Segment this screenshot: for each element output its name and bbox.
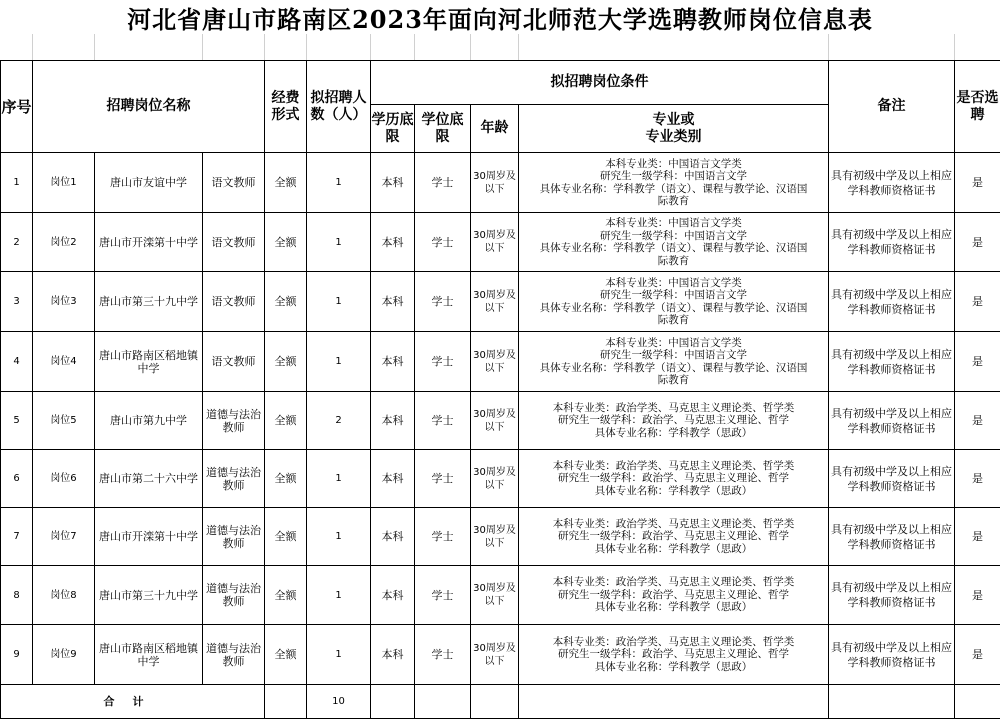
row-post: 岗位2 xyxy=(33,213,95,272)
row-seq: 3 xyxy=(1,272,33,332)
row-major xyxy=(519,392,829,450)
row-major xyxy=(519,272,829,332)
header-count: 拟招聘人数（人） xyxy=(307,61,371,153)
row-select: 是 xyxy=(955,450,1000,508)
row-funding: 全额 xyxy=(265,213,307,272)
row-select: 是 xyxy=(955,508,1000,566)
major-line: 本科专业类：中国语言文学类 xyxy=(605,336,742,349)
major-line: 本科专业类：政治学类、马克思主义理论类、哲学类 xyxy=(552,459,795,472)
row-note: 具有初级中学及以上相应学科教师资格证书 xyxy=(829,625,955,685)
total-count: 10 xyxy=(307,685,371,719)
row-seq: 9 xyxy=(1,625,33,685)
major-line: 际教育 xyxy=(657,314,690,326)
row-note: 具有初级中学及以上相应学科教师资格证书 xyxy=(829,450,955,508)
header-position-name: 招聘岗位名称 xyxy=(33,61,265,153)
row-funding: 全额 xyxy=(265,332,307,392)
row-subject: 语文教师 xyxy=(203,272,265,332)
row-subject: 道德与法治教师 xyxy=(203,392,265,450)
row-subject: 语文教师 xyxy=(203,332,265,392)
row-count: 2 xyxy=(307,392,371,450)
row-major xyxy=(519,332,829,392)
header-major: 专业或 专业类别 xyxy=(519,105,829,153)
header-conditions: 拟招聘岗位条件 xyxy=(371,61,829,105)
table-row xyxy=(1,213,1000,272)
header-note: 备注 xyxy=(829,61,955,153)
row-subject: 道德与法治教师 xyxy=(203,450,265,508)
row-funding: 全额 xyxy=(265,625,307,685)
row-education: 本科 xyxy=(371,153,415,213)
row-note: 具有初级中学及以上相应学科教师资格证书 xyxy=(829,153,955,213)
row-count: 1 xyxy=(307,272,371,332)
major-line: 本科专业类：政治学类、马克思主义理论类、哲学类 xyxy=(552,576,795,589)
table-row xyxy=(1,332,1000,392)
row-seq: 8 xyxy=(1,566,33,625)
row-major xyxy=(519,508,829,566)
major-line: 具体专业名称：学科教学（语文）、课程与教学论、汉语国 xyxy=(539,361,808,374)
row-funding: 全额 xyxy=(265,450,307,508)
row-select: 是 xyxy=(955,625,1000,685)
row-seq: 5 xyxy=(1,392,33,450)
row-select: 是 xyxy=(955,272,1000,332)
row-count: 1 xyxy=(307,153,371,213)
row-degree: 学士 xyxy=(415,625,471,685)
row-funding: 全额 xyxy=(265,153,307,213)
major-line: 具体专业名称：学科教学（思政） xyxy=(594,542,753,555)
major-line: 研究生一级学科：政治学、马克思主义理论、哲学 xyxy=(558,530,790,543)
row-post: 岗位8 xyxy=(33,566,95,625)
row-post: 岗位3 xyxy=(33,272,95,332)
table-row xyxy=(1,566,1000,625)
row-degree: 学士 xyxy=(415,566,471,625)
document-title: 河北省唐山市路南区2023年面向河北师范大学选聘教师岗位信息表 xyxy=(127,4,873,34)
row-note: 具有初级中学及以上相应学科教师资格证书 xyxy=(829,213,955,272)
blank-spacer-row xyxy=(0,34,1000,61)
row-post: 岗位9 xyxy=(33,625,95,685)
table-row xyxy=(1,272,1000,332)
row-education: 本科 xyxy=(371,213,415,272)
row-count: 1 xyxy=(307,566,371,625)
row-funding: 全额 xyxy=(265,508,307,566)
major-line: 研究生一级学科：中国语言文学 xyxy=(600,349,748,361)
major-line: 研究生一级学科：中国语言文学 xyxy=(600,229,748,242)
row-major xyxy=(519,450,829,508)
total-funding-cell xyxy=(265,685,307,719)
total-education-cell xyxy=(371,685,415,719)
table-row xyxy=(1,392,1000,450)
row-subject: 道德与法治教师 xyxy=(203,566,265,625)
row-note: 具有初级中学及以上相应学科教师资格证书 xyxy=(829,272,955,332)
major-line: 本科专业类：政治学类、马克思主义理论类、哲学类 xyxy=(552,517,795,530)
major-line: 具体专业名称：学科教学（思政） xyxy=(594,426,753,439)
header-education: 学历底限 xyxy=(371,105,415,153)
row-education: 本科 xyxy=(371,566,415,625)
row-note: 具有初级中学及以上相应学科教师资格证书 xyxy=(829,332,955,392)
row-subject: 道德与法治教师 xyxy=(203,508,265,566)
major-line: 本科专业类：政治学类、马克思主义理论类、哲学类 xyxy=(552,401,795,414)
row-age: 30周岁及以下 xyxy=(471,213,519,272)
row-age: 30周岁及以下 xyxy=(471,566,519,625)
row-school: 唐山市第二十六中学 xyxy=(95,450,203,508)
row-seq: 7 xyxy=(1,508,33,566)
row-age: 30周岁及以下 xyxy=(471,392,519,450)
major-line: 具体专业名称：学科教学（语文）、课程与教学论、汉语国 xyxy=(539,301,808,314)
row-school: 唐山市开滦第十中学 xyxy=(95,508,203,566)
major-line: 具体专业名称：学科教学（思政） xyxy=(594,660,753,673)
row-count: 1 xyxy=(307,508,371,566)
table-row xyxy=(1,508,1000,566)
major-line: 具体专业名称：学科教学（语文）、课程与教学论、汉语国 xyxy=(539,242,808,254)
major-line: 研究生一级学科：政治学、马克思主义理论、哲学 xyxy=(558,588,790,601)
major-line: 际教育 xyxy=(657,254,690,267)
major-line: 际教育 xyxy=(657,374,690,386)
row-subject: 道德与法治教师 xyxy=(203,625,265,685)
row-major xyxy=(519,625,829,685)
major-line: 具体专业名称：学科教学（思政） xyxy=(594,601,753,614)
table-row xyxy=(1,153,1000,213)
row-note: 具有初级中学及以上相应学科教师资格证书 xyxy=(829,392,955,450)
row-post: 岗位4 xyxy=(33,332,95,392)
header-funding: 经费形式 xyxy=(265,61,307,153)
header-age: 年龄 xyxy=(471,105,519,153)
row-post: 岗位6 xyxy=(33,450,95,508)
row-count: 1 xyxy=(307,625,371,685)
row-select: 是 xyxy=(955,392,1000,450)
row-school: 唐山市路南区稻地镇中学 xyxy=(95,625,203,685)
major-line: 本科专业类：中国语言文学类 xyxy=(605,157,742,170)
row-age: 30周岁及以下 xyxy=(471,625,519,685)
row-education: 本科 xyxy=(371,625,415,685)
total-age-cell xyxy=(471,685,519,719)
row-age: 30周岁及以下 xyxy=(471,332,519,392)
major-line: 际教育 xyxy=(657,195,690,207)
row-degree: 学士 xyxy=(415,153,471,213)
row-major xyxy=(519,213,829,272)
row-major xyxy=(519,566,829,625)
row-count: 1 xyxy=(307,213,371,272)
row-age: 30周岁及以下 xyxy=(471,508,519,566)
row-count: 1 xyxy=(307,332,371,392)
row-education: 本科 xyxy=(371,272,415,332)
row-age: 30周岁及以下 xyxy=(471,272,519,332)
major-line: 本科专业类：中国语言文学类 xyxy=(605,276,742,289)
positions-table xyxy=(0,60,1000,719)
row-education: 本科 xyxy=(371,332,415,392)
major-line: 本科专业类：中国语言文学类 xyxy=(605,217,742,229)
row-education: 本科 xyxy=(371,450,415,508)
table-row xyxy=(1,625,1000,685)
row-school: 唐山市路南区稻地镇中学 xyxy=(95,332,203,392)
table-row xyxy=(1,450,1000,508)
major-line: 研究生一级学科：政治学、马克思主义理论、哲学 xyxy=(558,648,790,661)
row-select: 是 xyxy=(955,153,1000,213)
row-post: 岗位5 xyxy=(33,392,95,450)
header-select: 是否选聘 xyxy=(955,61,1000,153)
total-select-cell xyxy=(955,685,1000,719)
row-post: 岗位7 xyxy=(33,508,95,566)
row-select: 是 xyxy=(955,332,1000,392)
row-funding: 全额 xyxy=(265,392,307,450)
row-subject: 语文教师 xyxy=(203,153,265,213)
header-seq: 序号 xyxy=(1,61,33,153)
major-line: 研究生一级学科：政治学、马克思主义理论、哲学 xyxy=(558,472,790,485)
header-degree: 学位底限 xyxy=(415,105,471,153)
row-count: 1 xyxy=(307,450,371,508)
major-line: 具体专业名称：学科教学（思政） xyxy=(594,484,753,497)
row-degree: 学士 xyxy=(415,392,471,450)
row-seq: 1 xyxy=(1,153,33,213)
major-line: 具体专业名称：学科教学（语文）、课程与教学论、汉语国 xyxy=(539,182,808,195)
row-education: 本科 xyxy=(371,392,415,450)
row-school: 唐山市第三十九中学 xyxy=(95,272,203,332)
major-line: 本科专业类：政治学类、马克思主义理论类、哲学类 xyxy=(552,635,795,648)
row-seq: 4 xyxy=(1,332,33,392)
row-degree: 学士 xyxy=(415,213,471,272)
row-select: 是 xyxy=(955,213,1000,272)
row-subject: 语文教师 xyxy=(203,213,265,272)
row-school: 唐山市第三十九中学 xyxy=(95,566,203,625)
row-post: 岗位1 xyxy=(33,153,95,213)
row-note: 具有初级中学及以上相应学科教师资格证书 xyxy=(829,508,955,566)
row-funding: 全额 xyxy=(265,272,307,332)
major-line: 研究生一级学科：政治学、马克思主义理论、哲学 xyxy=(558,414,790,427)
row-seq: 6 xyxy=(1,450,33,508)
row-funding: 全额 xyxy=(265,566,307,625)
row-school: 唐山市友谊中学 xyxy=(95,153,203,213)
total-degree-cell xyxy=(415,685,471,719)
major-line: 研究生一级学科：中国语言文学 xyxy=(600,289,748,301)
row-seq: 2 xyxy=(1,213,33,272)
row-select: 是 xyxy=(955,566,1000,625)
row-major xyxy=(519,153,829,213)
major-line: 研究生一级学科：中国语言文学 xyxy=(600,170,748,182)
row-degree: 学士 xyxy=(415,508,471,566)
row-school: 唐山市第九中学 xyxy=(95,392,203,450)
row-education: 本科 xyxy=(371,508,415,566)
row-note: 具有初级中学及以上相应学科教师资格证书 xyxy=(829,566,955,625)
row-degree: 学士 xyxy=(415,332,471,392)
row-school: 唐山市开滦第十中学 xyxy=(95,213,203,272)
total-note-cell xyxy=(829,685,955,719)
total-major-cell xyxy=(519,685,829,719)
total-label: 合计 xyxy=(1,685,265,719)
row-degree: 学士 xyxy=(415,450,471,508)
row-degree: 学士 xyxy=(415,272,471,332)
row-age: 30周岁及以下 xyxy=(471,153,519,213)
row-age: 30周岁及以下 xyxy=(471,450,519,508)
